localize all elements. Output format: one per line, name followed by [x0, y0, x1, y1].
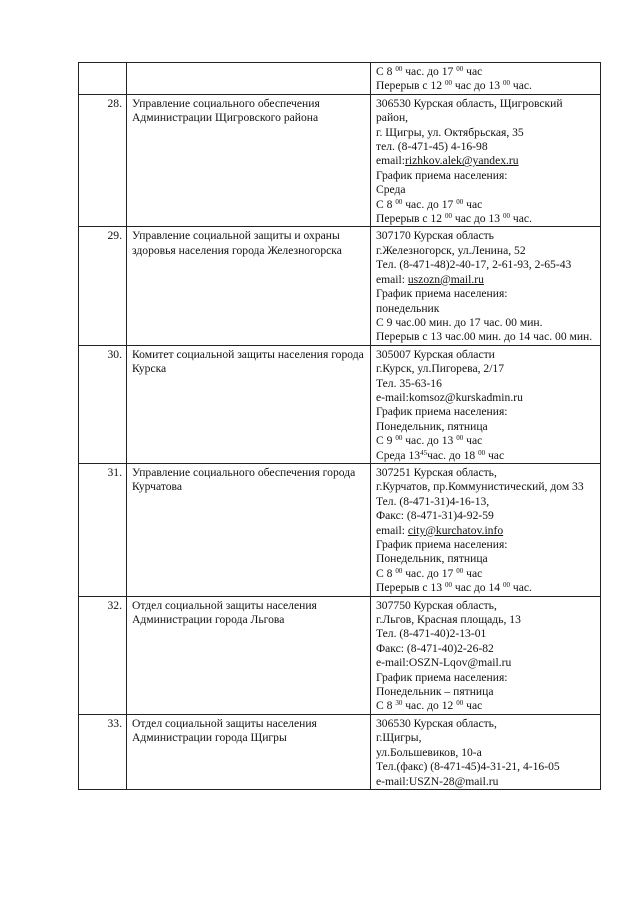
table-row [79, 596, 601, 714]
contact-text: Тел. (8-471-48)2-40-17, 2-61-93, 2-65-43 [376, 258, 572, 272]
contact-text: Перерыв с 13 [376, 581, 445, 595]
contact-text: г.Курск, ул.Пигорева, 2/17 [376, 362, 505, 376]
contact-text: email: [376, 272, 408, 286]
contact-details [371, 227, 601, 345]
contact-line [376, 348, 596, 362]
time-minutes-superscript: 00 [395, 434, 403, 443]
contact-text: Тел.(факс) (8-471-45)4-31-21, 4-16-05 [376, 760, 560, 774]
contact-line [376, 449, 596, 463]
email-link[interactable]: city@kurchatov.info [407, 523, 504, 537]
email-link[interactable]: rizhkov.alek@yandex.ru [404, 154, 519, 168]
row-number: 32. [79, 596, 127, 714]
contact-text: час [463, 699, 483, 713]
contact-text: Тел. 35-63-16 [376, 376, 442, 390]
social-protection-contacts-table [78, 62, 601, 790]
contact-line [376, 287, 596, 301]
contact-text: час. [509, 581, 532, 595]
contact-line [376, 524, 596, 538]
contact-line [376, 169, 596, 183]
contact-line [376, 731, 596, 745]
email-link[interactable]: uszozn@mail.ru [407, 272, 484, 286]
contact-text: час. до 17 [402, 197, 457, 211]
time-minutes-superscript: 00 [456, 434, 464, 443]
contact-line [376, 581, 596, 595]
contact-line [376, 567, 596, 581]
contact-line [376, 538, 596, 552]
time-minutes-superscript: 00 [502, 581, 510, 590]
contact-details [371, 596, 601, 714]
contact-text: час. [509, 212, 532, 226]
contact-details [371, 63, 601, 95]
contact-line [376, 183, 596, 197]
contact-details [371, 714, 601, 789]
contact-line [376, 362, 596, 376]
contact-line [376, 391, 596, 405]
contact-text: Перерыв с 13 час.00 мин. до 14 час. 00 мин. [376, 330, 593, 344]
table-row [79, 94, 601, 227]
contact-text: email: [376, 154, 405, 168]
contact-text: час [485, 448, 505, 462]
contact-text: Среда [376, 183, 406, 197]
contact-text: час. до 18 [427, 448, 479, 462]
agency-name [127, 63, 371, 95]
contact-text: час. [509, 79, 532, 93]
contact-line [376, 480, 596, 494]
agency-name: Отдел социальной защиты населения Администрации города Щигры [127, 714, 371, 789]
contact-text: час [463, 65, 483, 78]
contact-text: час [463, 197, 483, 211]
time-minutes-superscript: 00 [395, 65, 403, 73]
contact-line [376, 613, 596, 627]
agency-name: Управление социальной защиты и охраны здоровья населения города Железногорска [127, 227, 371, 345]
time-minutes-superscript: 00 [456, 197, 464, 206]
time-minutes-superscript: 00 [502, 79, 510, 88]
contact-line [376, 671, 596, 685]
contact-line [376, 775, 596, 789]
contact-text: e-mail:OSZN-Lqov@mail.ru [376, 656, 512, 670]
time-minutes-superscript: 00 [395, 566, 403, 575]
contact-text: час [463, 566, 483, 580]
contact-line [376, 552, 596, 566]
contact-line [376, 126, 596, 140]
contact-text: час. до 17 [402, 65, 457, 78]
contact-text: Понедельник, пятница [376, 419, 488, 433]
agency-name: Отдел социальной защиты населения Администрации города Льгова [127, 596, 371, 714]
contact-text: час до 13 [451, 212, 503, 226]
contact-text: График приема населения: [376, 670, 508, 684]
row-number: 31. [79, 463, 127, 596]
table-row [79, 345, 601, 463]
contact-text: час [463, 434, 483, 448]
contact-line [376, 377, 596, 391]
agency-name: Управление социального обеспечения города Курчатова [127, 463, 371, 596]
row-number: 29. [79, 227, 127, 345]
contact-line [376, 420, 596, 434]
contact-line [376, 330, 596, 344]
time-minutes-superscript: 00 [478, 448, 486, 457]
time-minutes-superscript: 45 [420, 448, 428, 457]
time-minutes-superscript: 30 [395, 699, 403, 708]
contact-text: С 9 [376, 434, 396, 448]
contact-text: час до 13 [451, 79, 503, 93]
contact-line [376, 198, 596, 212]
agency-name: Управление социального обеспечения Администрации Щигровского района [127, 94, 371, 227]
contact-text: г. Щигры, ул. Октябрьская, 35 [376, 125, 524, 139]
contact-line [376, 627, 596, 641]
contact-line [376, 65, 596, 79]
contact-text: С 9 час.00 мин. до 17 час. 00 мин. [376, 315, 543, 329]
contact-line [376, 273, 596, 287]
contact-text: График приема населения: [376, 287, 508, 301]
time-minutes-superscript: 00 [456, 65, 464, 73]
contact-text: час. до 13 [402, 434, 457, 448]
row-number: 33. [79, 714, 127, 789]
contact-line [376, 760, 596, 774]
contact-text: e-mail:komsoz@kurskadmin.ru [376, 390, 523, 404]
row-number [79, 63, 127, 95]
contact-line [376, 746, 596, 760]
contact-line [376, 212, 596, 226]
contact-text: С 8 [376, 699, 396, 713]
contact-line [376, 434, 596, 448]
time-minutes-superscript: 00 [444, 581, 452, 590]
contact-text: 306530 Курская область, [376, 716, 497, 730]
time-minutes-superscript: 00 [456, 699, 464, 708]
contact-text: Факс: (8-471-31)4-92-59 [376, 509, 494, 523]
contact-line [376, 717, 596, 731]
contact-line [376, 154, 596, 168]
table-row [79, 714, 601, 789]
contact-details [371, 94, 601, 227]
contact-line [376, 495, 596, 509]
contact-line [376, 316, 596, 330]
contact-text: График приема населения: [376, 405, 508, 419]
contact-text: С 8 [376, 197, 396, 211]
contact-text: Понедельник – пятница [376, 685, 494, 699]
contact-line [376, 405, 596, 419]
contact-text: г.Курчатов, пр.Коммунистический, дом 33 [376, 480, 584, 494]
contact-text: График приема населения: [376, 168, 508, 182]
time-minutes-superscript: 00 [502, 212, 510, 221]
contact-text: Факс: (8-471-40)2-26-82 [376, 641, 494, 655]
contact-line [376, 642, 596, 656]
contact-text: час. до 12 [402, 699, 457, 713]
contact-text: 307750 Курская область, [376, 598, 497, 612]
contact-line [376, 140, 596, 154]
time-minutes-superscript: 00 [444, 79, 452, 88]
contact-line [376, 685, 596, 699]
contact-line [376, 656, 596, 670]
row-number: 28. [79, 94, 127, 227]
contact-text: 306530 Курская область, Щигровский район, [376, 96, 563, 125]
contact-text: С 8 [376, 566, 396, 580]
time-minutes-superscript: 00 [456, 566, 464, 575]
contact-line [376, 302, 596, 316]
contact-line [376, 79, 596, 93]
table-row [79, 63, 601, 95]
contact-text: понедельник [376, 301, 440, 315]
contact-text: 305007 Курская области [376, 347, 495, 361]
agency-name: Комитет социальной защиты населения города Курска [127, 345, 371, 463]
contact-details [371, 463, 601, 596]
contact-text: График приема населения: [376, 538, 508, 551]
table-row [79, 227, 601, 345]
time-minutes-superscript: 00 [395, 197, 403, 206]
contact-text: Понедельник, пятница [376, 552, 488, 566]
contact-text: Перерыв с 12 [376, 79, 445, 93]
contact-text: г.Льгов, Красная площадь, 13 [376, 613, 521, 627]
contact-line [376, 466, 596, 480]
contact-text: г.Железногорск, ул.Ленина, 52 [376, 243, 526, 257]
row-number: 30. [79, 345, 127, 463]
contact-line [376, 699, 596, 713]
time-minutes-superscript: 00 [444, 212, 452, 221]
contact-text: Перерыв с 12 [376, 212, 445, 226]
contact-text: Тел. (8-471-31)4-16-13, [376, 494, 490, 508]
contact-text: ул.Большевиков, 10-а [376, 745, 482, 759]
table-body [79, 63, 601, 790]
contact-text: час. до 17 [402, 566, 457, 580]
contact-text: 307170 Курская область [376, 229, 494, 243]
contact-line [376, 509, 596, 523]
contact-details [371, 345, 601, 463]
contact-text: г.Щигры, [376, 731, 422, 745]
contact-text: Среда 13 [376, 448, 421, 462]
contact-text: час до 14 [451, 581, 503, 595]
contact-line [376, 229, 596, 243]
contact-text: e-mail:USZN-28@mail.ru [376, 774, 499, 788]
contact-text: тел. (8-471-45) 4-16-98 [376, 140, 488, 154]
table-row [79, 463, 601, 596]
contact-line [376, 244, 596, 258]
contact-text: 307251 Курская область, [376, 465, 497, 479]
contact-text: С 8 [376, 65, 396, 78]
contact-line [376, 258, 596, 272]
contact-line [376, 97, 596, 126]
contact-text: Тел. (8-471-40)2-13-01 [376, 627, 487, 641]
contact-line [376, 599, 596, 613]
contact-text: email: [376, 523, 408, 537]
